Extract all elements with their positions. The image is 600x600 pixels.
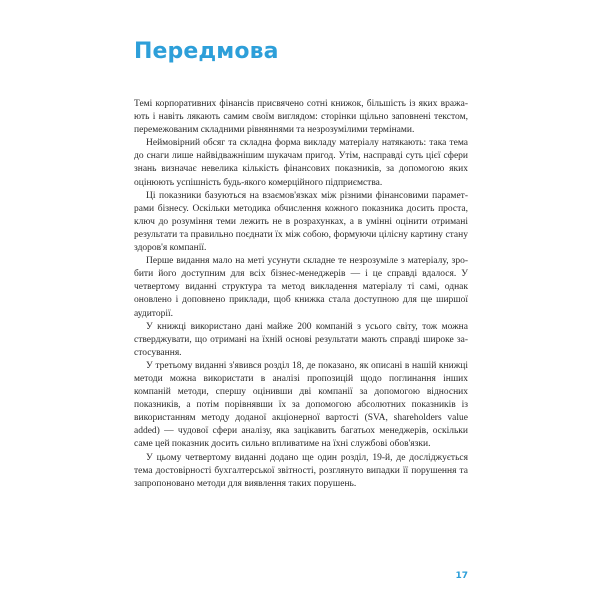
paragraph: Неймовірний обсяг та складна форма викладу матеріалу натякають: така тема до снаги лише найвідважнішим шукачам пригод. Утім, насправді суть цієї сфери знань визначає невелика кількість фінансових показників, за допомогою яких оцінюють успішність будь-якого комерційного підприємства. [134, 138, 468, 188]
page-number: 17 [455, 571, 468, 581]
paragraph: У третьому виданні з'явився розділ 18, де показано, як описані в нашій книжці методи можна використати в аналізі пропозицій щодо поглинання інших компаній методи, спершу оцінивши дві компанії за допомогою відносних показників, а потім порівнявши їх за допомогою абсолютних показників із використанням методу доданої акціонерної вартості (SVA, shareholders value added) — чудової сфери аналізу, яка зацікавить багатьох менеджерів, оскільки саме цей показник досить сильно впливатиме на їхні службові обов'язки. [134, 360, 468, 450]
paragraph: Ці показники базуються на взаємов'язках між різними фінансовими параметрами бізнесу. Оскільки методика обчислення кожного показника досить проста, ключ до розуміння теми лежить не в розрахунках, а в умінні оцінити отримані результати та правильно поєднати їх між собою, формуючи цілісну картину стану здоров'я компанії. [134, 190, 468, 254]
paragraph: У цьому четвертому виданні додано ще один розділ, 19-й, де досліджується тема достовірності бухгалтерської звітності, розглянуто випадки її порушення та запропоновано методи для виявлення таких порушень. [134, 452, 468, 489]
paragraph: У книжці використано дані майже 200 компаній з усього світу, тож можна стверджувати, що отримані на їхній основі результати мають справді широке застосування. [134, 321, 468, 358]
paragraph: Перше видання мало на меті усунути складне те незрозуміле з матеріалу, зробити його доступним для всіх бізнес-менеджерів — і це справді вдалося. У четвертому виданні структура та метод викладення матеріалу ті самі, однак оновлено і доповнено приклади, щоб книжка стала доступною для ще ширшої аудиторії. [134, 256, 468, 319]
body-text [134, 98, 468, 491]
page-title: Передмова [134, 39, 279, 64]
paragraph: Темі корпоративних фінансів присвячено сотні книжок, більшість із яких вражають і навіть лякають самим своїм виглядом: сторінки щільно заповнені текстом, перемежованим складними рівняннями та незрозумілими термінами. [134, 99, 468, 136]
